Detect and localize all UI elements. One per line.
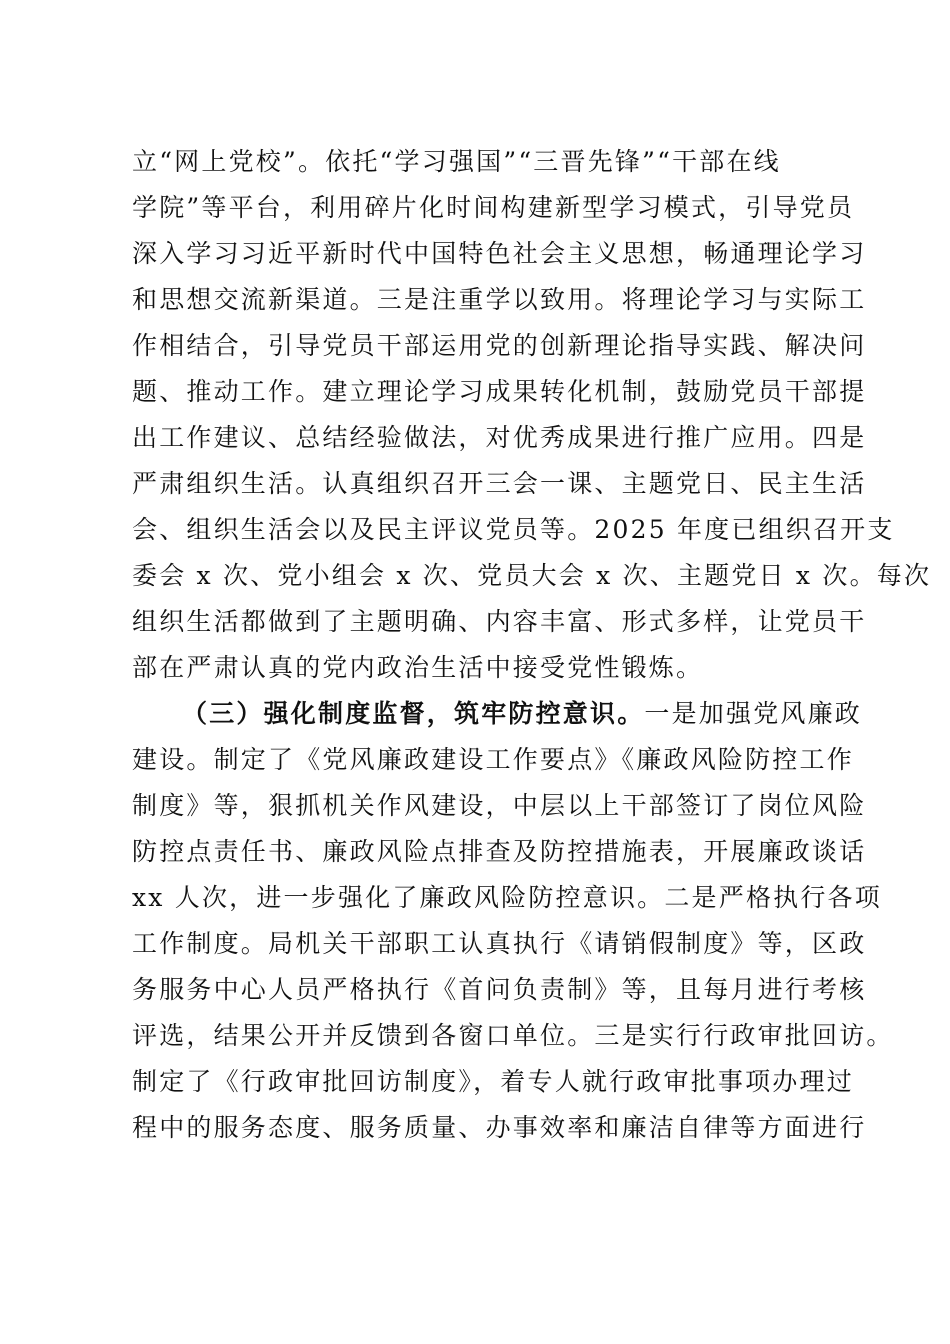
section-heading-line bbox=[182, 699, 862, 729]
text-line: 和思想交流新渠道。三是注重学以致用。将理论学习与实际工 bbox=[132, 285, 867, 314]
text-line: 会、组织生活会以及民主评议党员等。2025 年度已组织召开支 bbox=[132, 515, 895, 544]
text-line: 深入学习习近平新时代中国特色社会主义思想，畅通理论学习 bbox=[132, 239, 867, 268]
text-line: 委会 x 次、党小组会 x 次、党员大会 x 次、主题党日 x 次。每次 bbox=[132, 561, 932, 590]
text-line: xx 人次，进一步强化了廉政风险防控意识。二是严格执行各项 bbox=[132, 883, 882, 912]
text-line: 程中的服务态度、服务质量、办事效率和廉洁自律等方面进行 bbox=[132, 1113, 867, 1142]
text-line: 部在严肃认真的党内政治生活中接受党性锻炼。 bbox=[132, 653, 704, 682]
text-line: 学院”等平台，利用碎片化时间构建新型学习模式，引导党员 bbox=[132, 193, 855, 222]
text-line: 务服务中心人员严格执行《首问负责制》等，且每月进行考核 bbox=[132, 975, 867, 1004]
text-line: 制定了《行政审批回访制度》，着专人就行政审批事项办理过 bbox=[132, 1067, 854, 1096]
section-heading: （三）强化制度监督，筑牢防控意识。 bbox=[182, 699, 645, 728]
text-line: 组织生活都做到了主题明确、内容丰富、形式多样，让党员干 bbox=[132, 607, 867, 636]
text-line: 作相结合，引导党员干部运用党的创新理论指导实践、解决问 bbox=[132, 331, 867, 360]
text-line: 工作制度。局机关干部职工认真执行《请销假制度》等，区政 bbox=[132, 929, 867, 958]
section-heading-rest: 一是加强党风廉政 bbox=[644, 699, 863, 728]
text-line: 严肃组织生活。认真组织召开三会一课、主题党日、民主生活 bbox=[132, 469, 867, 498]
text-line: 建设。制定了《党风廉政建设工作要点》《廉政风险防控工作 bbox=[132, 745, 854, 774]
text-line: 评选，结果公开并反馈到各窗口单位。三是实行行政审批回访。 bbox=[132, 1021, 894, 1050]
text-line: 防控点责任书、廉政风险点排查及防控措施表，开展廉政谈话 bbox=[132, 837, 867, 866]
text-line: 立“网上党校”。依托“学习强国”“三晋先锋”“干部在线 bbox=[132, 147, 781, 176]
text-line: 出工作建议、总结经验做法，对优秀成果进行推广应用。四是 bbox=[132, 423, 867, 452]
text-line: 题、推动工作。建立理论学习成果转化机制，鼓励党员干部提 bbox=[132, 377, 867, 406]
text-line: 制度》等，狠抓机关作风建设，中层以上干部签订了岗位风险 bbox=[132, 791, 867, 820]
